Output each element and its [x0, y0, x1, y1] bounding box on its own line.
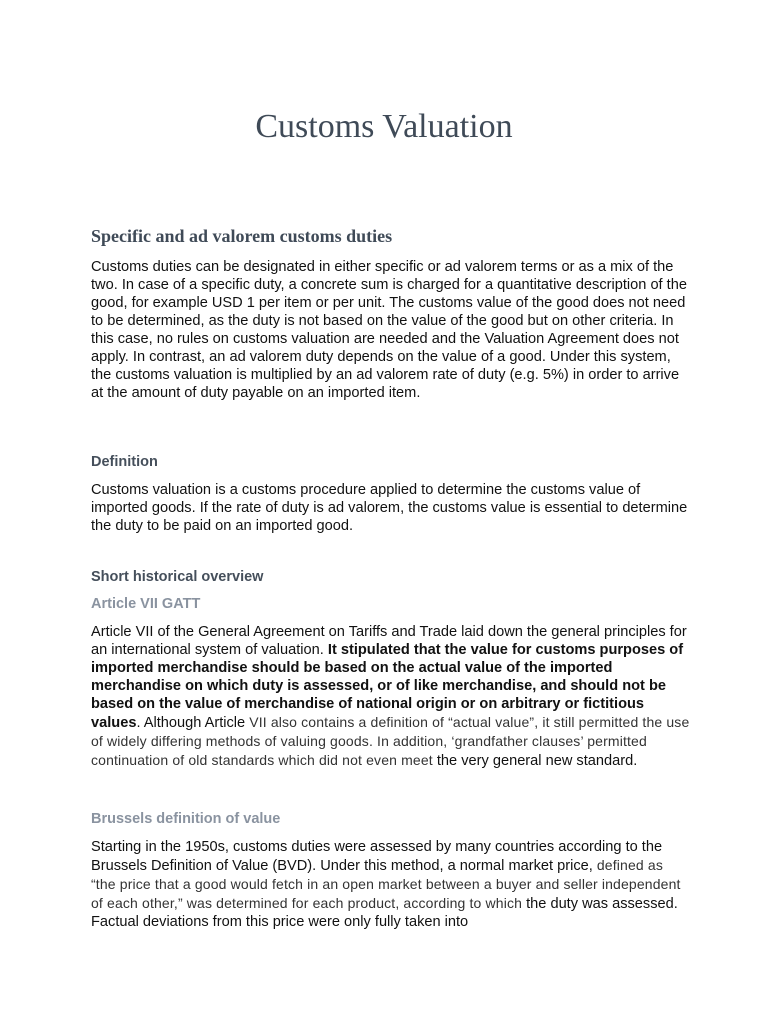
article-text-2: . Although Article — [136, 715, 250, 731]
brussels-text-3: the duty was assessed. Factual deviations from this price were only fully taken into — [91, 896, 678, 930]
brussels-text-2: defined as “the price that a good would fetch in an open market between a buyer and seller independent of each other,” was determined for each product, according to which — [91, 857, 681, 911]
document-title: Customs Valuation — [255, 108, 513, 145]
brussels-text-1: Starting in the 1950s, customs duties were assessed by many countries according to the Brussels Definition of Value (BVD). Under this method, a normal market price, — [91, 839, 663, 874]
heading-article-vii-gatt: Article VII GATT — [91, 596, 201, 612]
section-heading-specific-ad-valorem: Specific and ad valorem customs duties — [91, 226, 393, 246]
paragraph-brussels — [91, 838, 691, 931]
heading-definition: Definition — [91, 454, 158, 470]
paragraph-article-vii — [91, 623, 691, 770]
article-text-1: Article VII of the General Agreement on Tariffs and Trade laid down the general principles for an international system of valuation. — [91, 624, 687, 658]
heading-brussels-definition: Brussels definition of value — [91, 811, 281, 827]
article-bold-text: It stipulated that the value for customs purposes of imported merchandise should be based on the actual value of the imported merchandise on which duty is assessed, or of like merchandise, and should not be based on the value of merchandise of national origin or on arbitrary or fictitious values — [91, 642, 684, 731]
paragraph-specific-ad-valorem: Customs duties can be designated in either specific or ad valorem terms or as a mix of the two. In case of a specific duty, a concrete sum is charged for a quantitative description of the good, for example USD 1 per item or per unit. The customs value of the good does not need to be determined, as the duty is not based on the value of the good but on other criteria. In this case, no rules on customs valuation are needed and the Valuation Agreement does not apply. In contrast, an ad valorem duty depends on the value of a good. Under this system, the customs valuation is multiplied by an ad valorem rate of duty (e.g. 5%) in order to arrive at the amount of duty payable on an imported item. — [91, 259, 687, 401]
article-text-4: the very general new standard. — [436, 753, 638, 769]
heading-historical-overview: Short historical overview — [91, 569, 264, 585]
article-text-3: VII also contains a definition of “actual value”, it still permitted the use of widely differing methods of valuing goods. In addition, ‘grandfather clauses’ permitted continuation of old standards which did not even meet — [91, 714, 690, 768]
paragraph-definition: Customs valuation is a customs procedure applied to determine the customs value of imported goods. If the rate of duty is ad valorem, the customs value is essential to determine the duty to be paid on an imported good. — [91, 482, 688, 534]
